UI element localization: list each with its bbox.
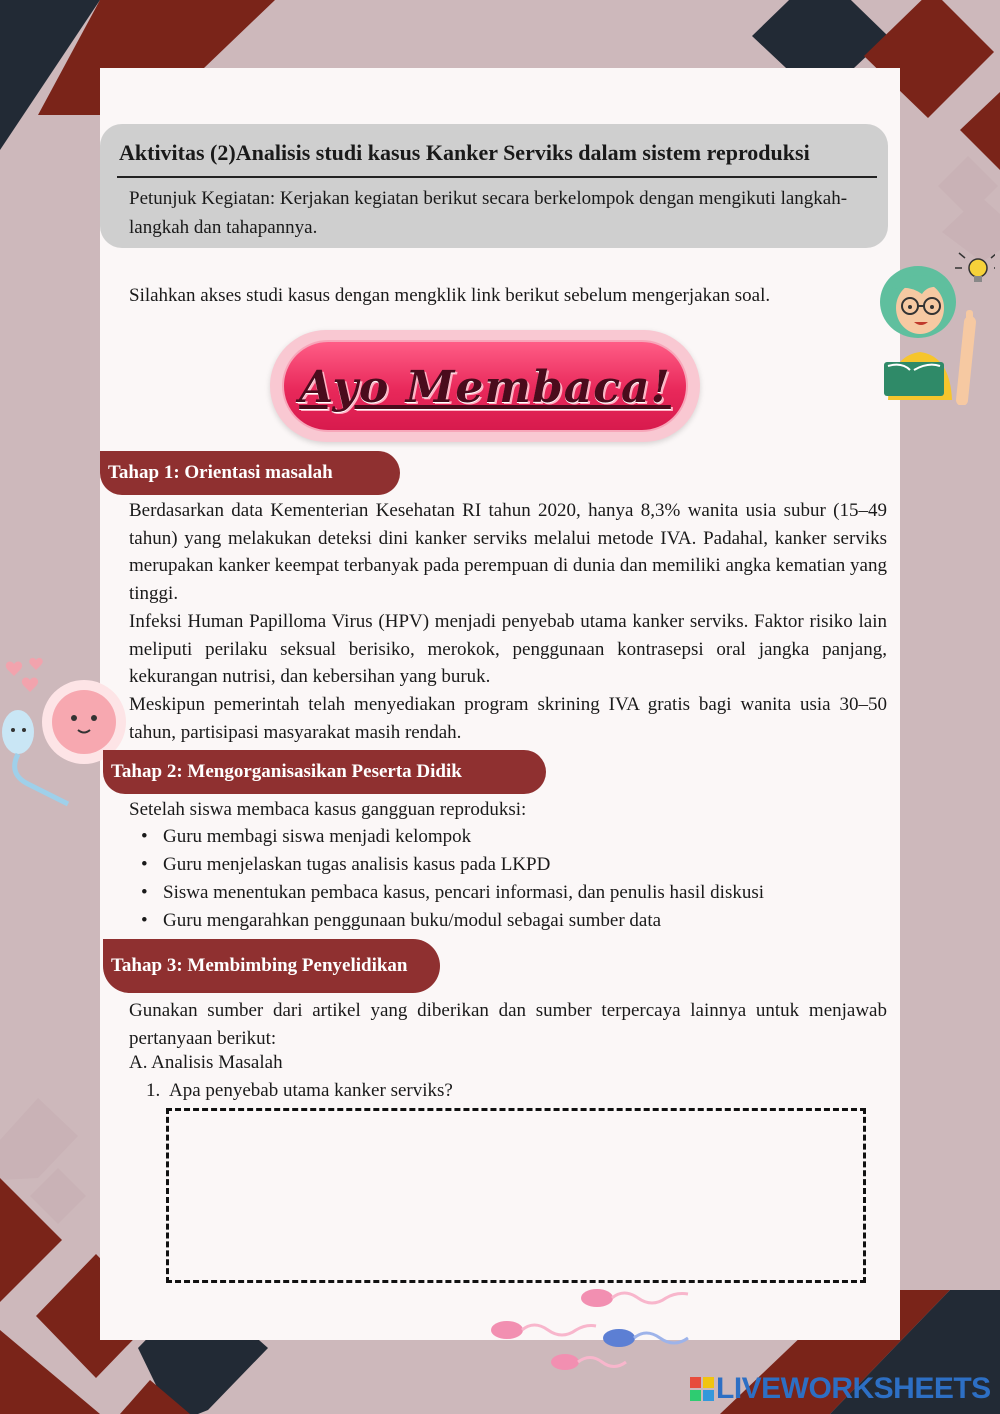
liveworksheets-logo-icon	[690, 1377, 714, 1401]
question-number: 1.	[146, 1080, 161, 1101]
reading-girl-illustration	[870, 250, 995, 405]
activity-title: Aktivitas (2)Analisis studi kasus Kanker Serviks dalam sistem reproduksi	[119, 140, 810, 165]
intro-text: Silahkan akses studi kasus dengan mengklik link berikut sebelum mengerjakan soal.	[129, 285, 771, 306]
watermark-text: LIVEWORKSHEETS	[716, 1372, 991, 1405]
question-1	[146, 1077, 886, 1105]
activity-instructions: Petunjuk Kegiatan: Kerjakan kegiatan berikut secara berkelompok dengan mengikuti langkah-langkah dan tahapannya.	[129, 188, 848, 238]
stage1-paragraph-3: Meskipun pemerintah telah menyediakan program skrining IVA gratis bagi wanita usia 30–50 tahun, partisipasi masyarakat masih rendah.	[129, 694, 887, 743]
stage1-paragraph-2: Infeksi Human Papilloma Virus (HPV) menjadi penyebab utama kanker serviks. Faktor risiko lain meliputi perilaku seksual berisiko, merokok, penggunaan kontrasepsi oral jangka panjang, kekurangan nutrisi, dan kebersihan yang buruk.	[129, 611, 887, 687]
read-button-label[interactable]: Ayo Membaca!	[299, 362, 671, 413]
list-item: • Guru mengarahkan penggunaan buku/modul sebagai sumber data	[129, 907, 764, 935]
stage2-lead: Setelah siswa membaca kasus gangguan reproduksi:	[129, 799, 527, 820]
stage3-lead: Gunakan sumber dari artikel yang diberikan dan sumber terpercaya lainnya untuk menjawab pertanyaan berikut:	[129, 1000, 887, 1049]
stage1-heading: Tahap 1: Orientasi masalah	[100, 451, 400, 495]
list-item: • Siswa menentukan pembaca kasus, pencari informasi, dan penulis hasil diskusi	[129, 879, 764, 907]
stage3-heading: Tahap 3: Membimbing Penyelidikan	[103, 939, 440, 993]
liveworksheets-watermark	[690, 1372, 991, 1406]
question-text: Apa penyebab utama kanker serviks?	[169, 1080, 453, 1101]
answer-input-1[interactable]	[169, 1111, 863, 1280]
read-case-study-button[interactable]	[270, 330, 700, 442]
list-item: • Guru menjelaskan tugas analisis kasus pada LKPD	[129, 851, 764, 879]
sperm-decoration	[485, 1282, 715, 1372]
read-button-face[interactable]	[282, 340, 688, 432]
answer-box-1[interactable]	[166, 1108, 866, 1283]
stage2-heading: Tahap 2: Mengorganisasikan Peserta Didik	[103, 750, 546, 794]
stage2-list	[129, 823, 764, 935]
stage1-paragraph-1: Berdasarkan data Kementerian Kesehatan RI tahun 2020, hanya 8,3% wanita usia subur (15–49 tahun) yang melakukan deteksi dini kanker serviks melalui metode IVA. Padahal, kanker serviks merupakan kanker keempat terbanyak pada perempuan di dunia dan memiliki angka kematian yang tinggi.	[129, 500, 887, 604]
title-divider	[117, 176, 877, 178]
section-heading: A. Analisis Masalah	[129, 1052, 283, 1073]
list-item: • Guru membagi siswa menjadi kelompok	[129, 823, 764, 851]
